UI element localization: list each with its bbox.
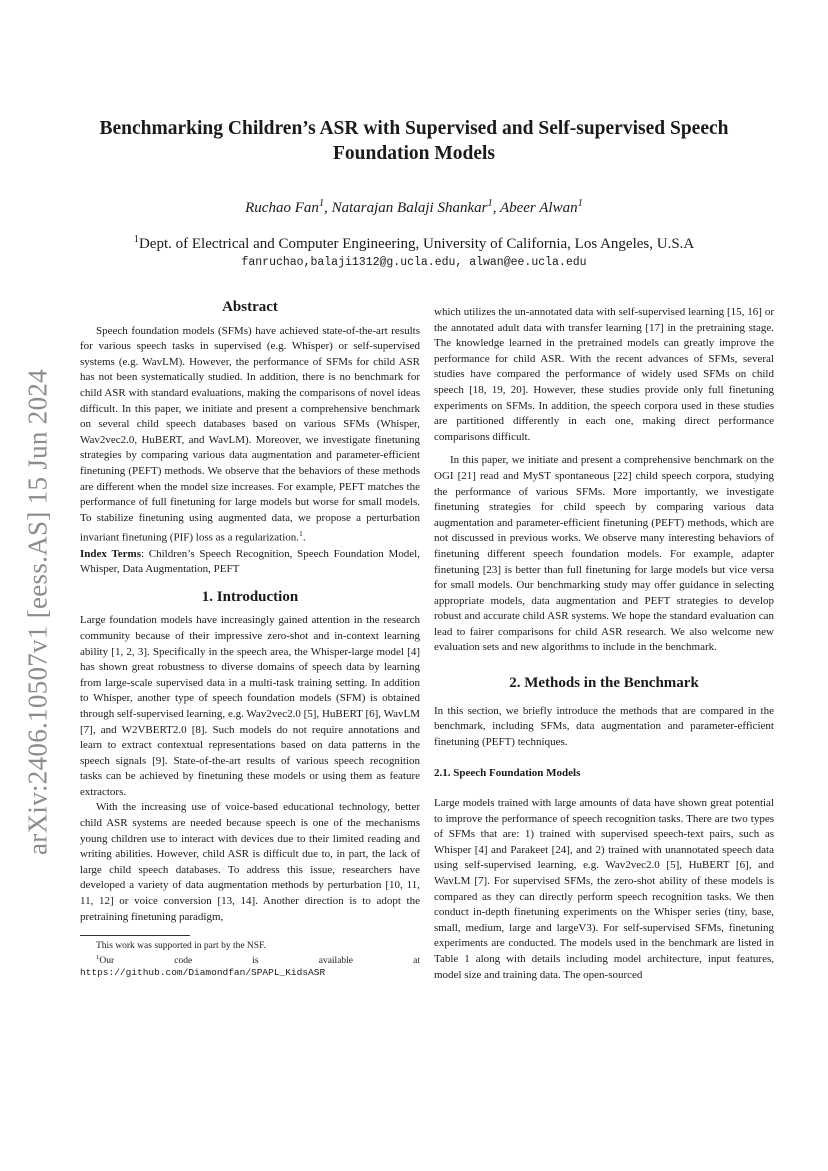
- arxiv-stamp: [0, 0, 60, 1171]
- author-affil-mark: 1: [487, 198, 493, 209]
- footnote-ref: 1: [299, 529, 303, 539]
- footnote-mark: 1: [96, 954, 100, 962]
- methods-intro: In this section, we briefly introduce the methods that are compared in the benchmark, including SFMs, data augmentation and parameter-efficient finetuning (PEFT) techniques.: [434, 704, 774, 748]
- sfm-subsection-heading: 2.1. Speech Foundation Models: [434, 767, 581, 780]
- affiliation-text: Dept. of Electrical and Computer Engineering, University of California, Los Angeles, U.S.A: [138, 236, 695, 252]
- left-column: [80, 300, 420, 979]
- author-affil-mark: 1: [318, 198, 325, 209]
- intro-paragraph-4: In this paper, we initiate and present a comprehensive benchmark on the OGI [21] read and MyST spontaneous [22] child speech corpora, studying the performance of various SFMs. More importantly, we investigate finetuning strategies for child speech by comparing various data augmentation and parameter-efficient finetuning (PEFT) methods, which are not discussed in previous works. We observe many interesting behaviors of finetuning different speech foundation models. For example, adapter finetuning [23] is better than full finetuning for large models but vice versa for small models. Our benchmarking study may offer guidance in selecting appropriate models, data augmentation and PEFT strategies to develop robust and accurate child ASR systems. We hope the standard evaluation can lead to fairer comparisons for child ASR research. We also welcome new evaluation sets and new algorithms to include in the benchmark.: [434, 454, 774, 654]
- affiliation: [80, 234, 748, 253]
- footnote-code-text: Our code is available at: [99, 956, 420, 967]
- author-name: Ruchao Fan: [245, 200, 319, 216]
- index-terms-text: : Children’s Speech Recognition, Speech Foundation Model, Whisper, Data Augmentation, PEFT: [80, 547, 420, 576]
- footnote-code: [80, 952, 420, 979]
- footnote-divider: [80, 935, 190, 936]
- sfm-paragraph: Large models trained with large amounts of data have shown great potential to improve the performance of speech recognition tasks. There are two types of SFMs that are: 1) trained with supervised speech-text pairs, such as Whisper [4] and Parakeet [24], and 2) trained with unannotated speech data using self-supervised learning, e.g. Wav2vec2.0 [5], HuBERT [6], and WavLM [7]. For supervised SFMs, the zero-shot ability of these models is compared as they can directly perform speech recognition tasks. We then conduct in-depth finetuning experiments on the Whisper series (tiny, base, small, medium, large and largeV3). For self-supervised SFMs, finetuning experiments are conducted. The models used in the benchmark are listed in Table 1 along with details including model architecture, input features, model size and training data. The open-sourced: [434, 797, 774, 981]
- intro-paragraph-1: Large foundation models have increasingly gained attention in the research community because of their impressive zero-shot and in-context learning ability [1, 2, 3]. Specifically in the speech area, the Whisper-large model [4] has shown great robustness to diverse domains of speech data by learning from large-scale supervised data in a multi-task training setting. In addition to Whisper, another type of speech foundation models (SFM) is obtained through self-supervised learning, e.g. Wav2vec2.0 [5], HuBERT [6], WavLM [7], and W2VBERT2.0 [8]. Such models do not require annotations and learn to extract contextual representations based on data patterns in the speech signals [9]. State-of-the-art results of various speech recognition tasks can be achieved by finetuning these models or using them as feature extractors.: [80, 614, 420, 798]
- introduction-heading: 1. Introduction: [201, 588, 299, 605]
- arxiv-stamp-text: arXiv:2406.10507v1 [eess.AS] 15 Jun 2024: [22, 369, 53, 855]
- author-emails: fanruchao,balaji1312@g.ucla.edu, alwan@ee.ucla.edu: [241, 256, 587, 269]
- intro-paragraph-2: With the increasing use of voice-based educational technology, better child ASR systems are needed because speech is one of the mechanisms young children use to interact with devices due to their limited reading and writing abilities. However, child ASR is difficult due to, in part, the lack of large child speech databases. To address this issue, researchers have developed a variety of data augmentation methods by perturbation [10, 11, 11, 12] or voice conversion [13, 14]. Another direction is to adopt the pretraining finetuning paradigm,: [80, 801, 420, 923]
- right-column: [434, 305, 774, 983]
- abstract-body: [80, 324, 420, 547]
- index-terms-label: Index Terms: [80, 547, 141, 560]
- affiliation-mark: 1: [133, 234, 139, 245]
- author-name: Abeer Alwan: [499, 200, 578, 216]
- index-terms: [80, 547, 420, 578]
- methods-heading: 2. Methods in the Benchmark: [509, 675, 699, 692]
- abstract-text: Speech foundation models (SFMs) have achieved state-of-the-art results for various speech tasks in supervised (e.g. Whisper) or self-supervised systems (e.g. WavLM). However, the performance of SFMs for child ASR has not been systematically studied. In addition, there is no benchmark for child ASR with standard evaluations, making the comparisons of novel ideas difficult. In this paper, we initiate and present a comprehensive benchmark on several child speech databases based on various SFMs (Whisper, Wav2vec2.0, HuBERT, and WavLM). Moreover, we investigate finetuning strategies by comparing various data augmentation and parameter-efficient finetuning (PEFT) methods. We observe that the behaviors of these methods are different when the model size increases. For example, PEFT matches the performance of full finetuning for large models but worse for small models. To stabilize finetuning using augmented data, we propose a perturbation invariant finetuning (PIF) loss as a regularization.: [80, 324, 420, 544]
- footnote-support: This work was supported in part by the NSF.: [96, 941, 266, 952]
- author-affil-mark: 1: [577, 198, 583, 209]
- abstract-heading: Abstract: [222, 299, 278, 315]
- author-name: Natarajan Balaji Shankar: [331, 200, 488, 216]
- code-repo-link[interactable]: https://github.com/Diamondfan/SPAPL_KidsASR: [80, 967, 326, 979]
- author-list: Ruchao Fan$^1$, Natarajan Balaji Shankar$^1$, Abeer Alwan$^1$: [245, 198, 583, 216]
- paper-title: Benchmarking Children’s ASR with Supervised and Self-supervised Speech Foundation Models: [99, 118, 729, 164]
- abstract-end: .: [302, 531, 306, 544]
- intro-paragraph-3: which utilizes the un-annotated data with self-supervised learning [15, 16] or the annotated adult data with transfer learning [17] in the pretraining stage. The knowledge learned in the pretrained models can greatly improve the performance for child ASR. With the recent advances of SFMs, several studies have compared the performance of widely used SFMs on child speech [18, 19, 20]. However, these studies provide only full finetuning experiments on SFMs. In addition, the speech corpora used in these studies are partitioned differently in each one, making direct performance comparisons difficult.: [434, 306, 774, 443]
